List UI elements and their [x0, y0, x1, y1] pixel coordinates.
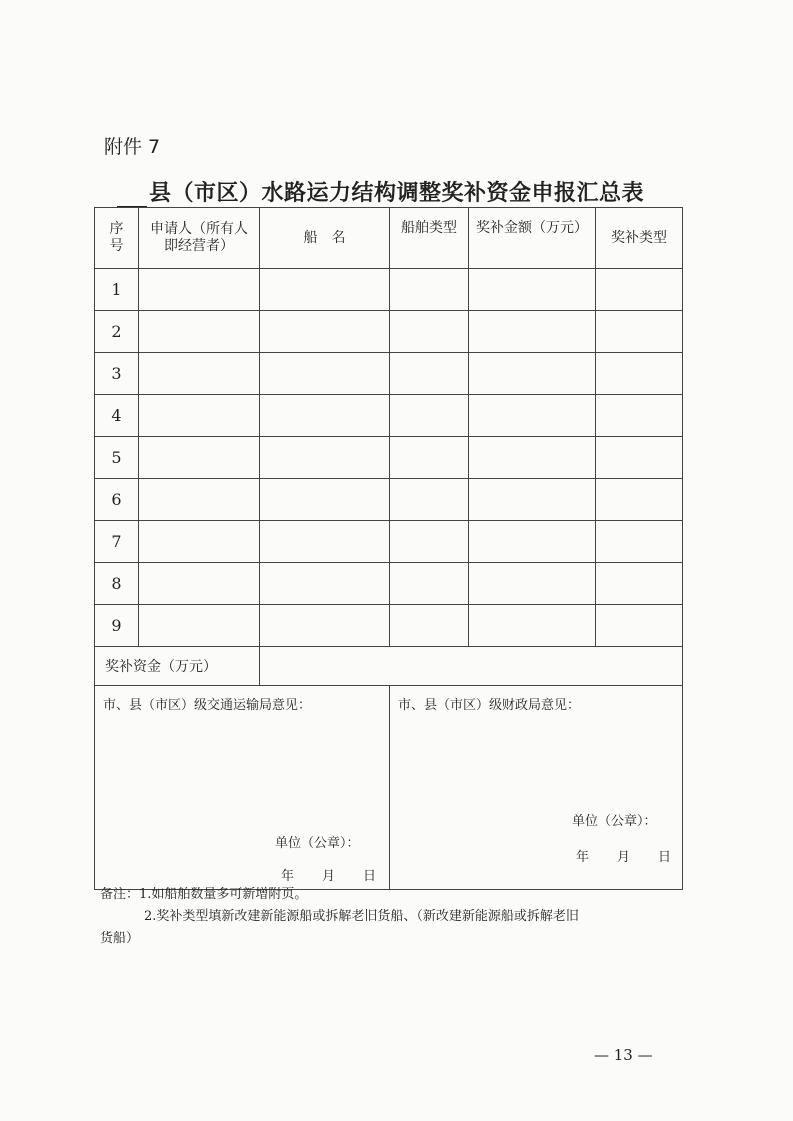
row-number: 9 — [95, 605, 139, 647]
page-number: — 13 — — [594, 1046, 653, 1064]
applicant-cell[interactable] — [139, 311, 260, 353]
amount-cell[interactable] — [469, 605, 596, 647]
subsidy-type-cell[interactable] — [596, 521, 683, 563]
county-blank-line — [117, 180, 147, 208]
funds-label: 奖补资金（万元） — [95, 647, 260, 686]
ship-name-cell[interactable] — [260, 395, 390, 437]
row-number: 4 — [95, 395, 139, 437]
table-row — [95, 605, 683, 647]
ship-name-cell[interactable] — [260, 563, 390, 605]
amount-cell[interactable] — [469, 521, 596, 563]
amount-cell[interactable] — [469, 437, 596, 479]
ship-name-cell[interactable] — [260, 479, 390, 521]
table-row — [95, 521, 683, 563]
row-number: 2 — [95, 311, 139, 353]
summary-table — [94, 207, 683, 890]
remark-line-2-continued: 货船） — [100, 931, 140, 946]
remarks — [100, 884, 690, 950]
row-number: 8 — [95, 563, 139, 605]
ship-type-cell[interactable] — [390, 353, 469, 395]
ship-name-cell[interactable] — [260, 269, 390, 311]
amount-cell[interactable] — [469, 479, 596, 521]
ship-type-cell[interactable] — [390, 563, 469, 605]
finance-unit-seal: 单位（公章）： — [572, 814, 657, 829]
ship-type-cell[interactable] — [390, 395, 469, 437]
ship-name-cell[interactable] — [260, 311, 390, 353]
subsidy-type-cell[interactable] — [596, 437, 683, 479]
subsidy-type-cell[interactable] — [596, 563, 683, 605]
subsidy-type-cell[interactable] — [596, 311, 683, 353]
header-ship-type: 船舶类型 — [390, 208, 469, 269]
amount-cell[interactable] — [469, 311, 596, 353]
table-row — [95, 437, 683, 479]
applicant-cell[interactable] — [139, 437, 260, 479]
ship-name-cell[interactable] — [260, 353, 390, 395]
applicant-cell[interactable] — [139, 479, 260, 521]
ship-name-cell[interactable] — [260, 437, 390, 479]
opinion-row — [95, 686, 683, 890]
transport-bureau-opinion[interactable] — [95, 686, 390, 890]
subsidy-type-cell[interactable] — [596, 479, 683, 521]
funds-row — [95, 647, 683, 686]
remark-line-1: 备注：1.如船舶数量多可新增附页。 — [100, 887, 308, 902]
ship-name-cell[interactable] — [260, 521, 390, 563]
transport-unit-seal: 单位（公章）： — [275, 836, 360, 851]
amount-cell[interactable] — [469, 353, 596, 395]
attachment-label: 附件 7 — [104, 136, 161, 158]
header-seq: 序 号 — [95, 208, 139, 269]
amount-cell[interactable] — [469, 395, 596, 437]
header-applicant: 申请人（所有人 即经营者） — [139, 208, 260, 269]
form-title-text: 县（市区）水路运力结构调整奖补资金申报汇总表 — [149, 180, 645, 206]
table-row — [95, 395, 683, 437]
amount-cell[interactable] — [469, 563, 596, 605]
applicant-cell[interactable] — [139, 605, 260, 647]
subsidy-type-cell[interactable] — [596, 353, 683, 395]
applicant-cell[interactable] — [139, 563, 260, 605]
subsidy-type-cell[interactable] — [596, 269, 683, 311]
subsidy-type-cell[interactable] — [596, 605, 683, 647]
table-row — [95, 353, 683, 395]
ship-type-cell[interactable] — [390, 311, 469, 353]
subsidy-type-cell[interactable] — [596, 395, 683, 437]
form-title — [117, 176, 687, 208]
header-ship-name: 船 名 — [260, 208, 390, 269]
table-row — [95, 563, 683, 605]
ship-name-cell[interactable] — [260, 605, 390, 647]
table-row — [95, 479, 683, 521]
applicant-cell[interactable] — [139, 353, 260, 395]
table-row — [95, 269, 683, 311]
funds-value-cell[interactable] — [260, 647, 683, 686]
transport-opinion-heading: 市、县（市区）级交通运输局意见： — [103, 698, 312, 713]
header-row — [95, 208, 683, 269]
transport-date: 年 月 日 — [281, 869, 377, 884]
ship-type-cell[interactable] — [390, 269, 469, 311]
finance-opinion-heading: 市、县（市区）级财政局意见： — [398, 698, 581, 713]
ship-type-cell[interactable] — [390, 437, 469, 479]
row-number: 3 — [95, 353, 139, 395]
remark-line-2: 2.奖补类型填新改建新能源船或拆解老旧货船、（新改建新能源船或拆解老旧 — [144, 909, 579, 924]
row-number: 6 — [95, 479, 139, 521]
applicant-cell[interactable] — [139, 395, 260, 437]
ship-type-cell[interactable] — [390, 521, 469, 563]
finance-bureau-opinion[interactable] — [390, 686, 683, 890]
row-number: 5 — [95, 437, 139, 479]
header-subsidy-amount: 奖补金额（万元） — [469, 208, 596, 269]
applicant-cell[interactable] — [139, 269, 260, 311]
amount-cell[interactable] — [469, 269, 596, 311]
row-number: 7 — [95, 521, 139, 563]
finance-date: 年 月 日 — [576, 850, 672, 865]
table-row — [95, 311, 683, 353]
ship-type-cell[interactable] — [390, 479, 469, 521]
row-number: 1 — [95, 269, 139, 311]
applicant-cell[interactable] — [139, 521, 260, 563]
ship-type-cell[interactable] — [390, 605, 469, 647]
header-subsidy-type: 奖补类型 — [596, 208, 683, 269]
